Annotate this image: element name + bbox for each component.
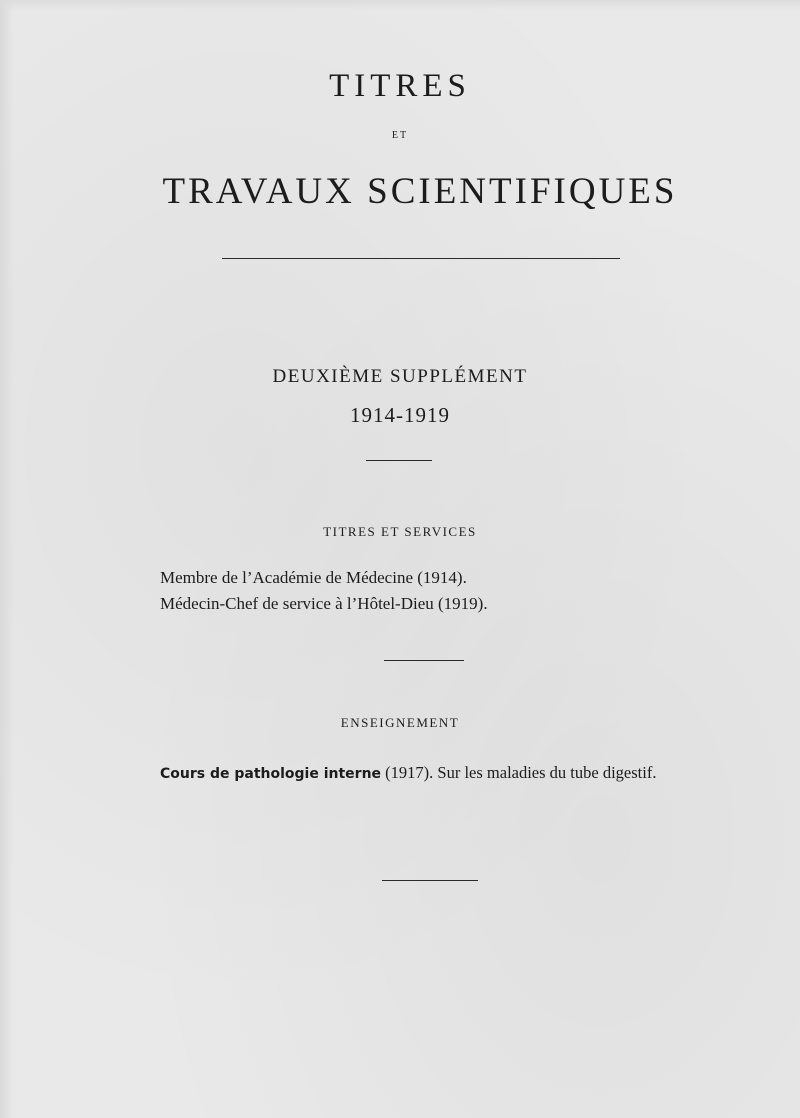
title-line-2: TRAVAUX SCIENTIFIQUES [162, 171, 678, 212]
title-line-1: TITRES [329, 68, 471, 104]
course-entry [160, 763, 656, 783]
title-conjunction: ET [391, 130, 409, 141]
list-item: Médecin-Chef de service à l’Hôtel-Dieu (1919). [160, 594, 488, 613]
page-edge-shadow [0, 0, 14, 1118]
page-top-shadow [0, 0, 800, 10]
section-divider [384, 660, 464, 661]
supplement-years: 1914-1919 [350, 403, 450, 427]
section-heading-titres-et-services: TITRES ET SERVICES [323, 524, 477, 539]
end-divider [382, 880, 478, 881]
section-divider [366, 460, 432, 461]
supplement-title: DEUXIÈME SUPPLÉMENT [272, 366, 528, 387]
title-divider [222, 258, 620, 259]
section-heading-enseignement: ENSEIGNEMENT [340, 715, 460, 730]
course-description: (1917). Sur les maladies du tube digestif. [381, 763, 657, 782]
list-item: Membre de l’Académie de Médecine (1914). [160, 568, 467, 587]
course-title: Cours de pathologie interne [160, 766, 382, 782]
